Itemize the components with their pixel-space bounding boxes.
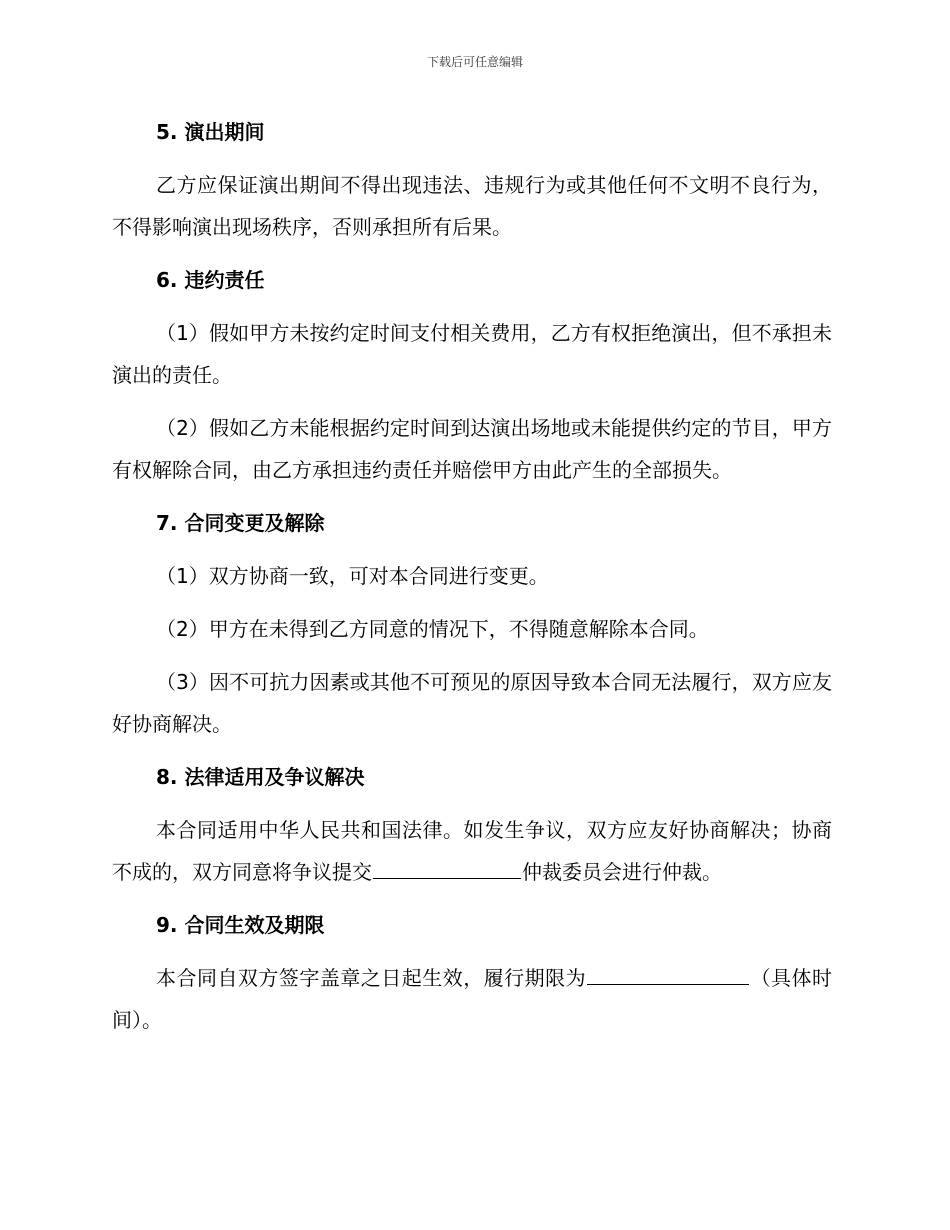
page-header-note: 下载后可任意编辑	[426, 55, 523, 69]
section-7-paragraph-3: （3）因不可抗力因素或其他不可预见的原因导致本合同无法履行，双方应友好协商解决。	[112, 670, 832, 736]
arbitration-commission-blank	[373, 877, 521, 879]
section-8-text-before-blank: 本合同适用中华人民共和国法律。如发生争议，双方应友好协商解决；协商不成的，双方同意将争议提交	[112, 818, 832, 884]
section-8-paragraph	[112, 809, 832, 893]
section-7-heading: 7. 合同变更及解除	[156, 511, 325, 535]
section-7-paragraph-2: （2）甲方在未得到乙方同意的情况下，不得随意解除本合同。	[156, 617, 709, 641]
section-8-text-after-blank: 仲裁委员会进行仲裁。	[522, 860, 722, 884]
section-9-paragraph	[112, 957, 832, 1041]
section-6-paragraph-1: （1）假如甲方未按约定时间支付相关费用，乙方有权拒绝演出，但不承担未演出的责任。	[112, 321, 832, 387]
section-9-text-after-blank: （具体时间）。	[112, 966, 833, 1032]
section-5-paragraph-1: 乙方应保证演出期间不得出现违法、违规行为或其他任何不文明不良行为，不得影响演出现场秩序，否则承担所有后果。	[112, 173, 832, 239]
section-5-heading: 5. 演出期间	[156, 120, 265, 144]
section-6-paragraph-2: （2）假如乙方未能根据约定时间到达演出场地或未能提供约定的节目，甲方有权解除合同，由乙方承担违约责任并赔偿甲方由此产生的全部损失。	[112, 416, 832, 482]
section-6-heading: 6. 违约责任	[156, 268, 265, 292]
contract-body	[112, 111, 832, 1052]
section-8-heading: 8. 法律适用及争议解决	[156, 765, 365, 789]
section-9-text-before-blank: 本合同自双方签字盖章之日起生效，履行期限为	[156, 966, 587, 990]
section-9-heading: 9. 合同生效及期限	[156, 913, 325, 937]
section-7-paragraph-1: （1）双方协商一致，可对本合同进行变更。	[156, 564, 549, 588]
contract-term-blank	[587, 983, 749, 985]
